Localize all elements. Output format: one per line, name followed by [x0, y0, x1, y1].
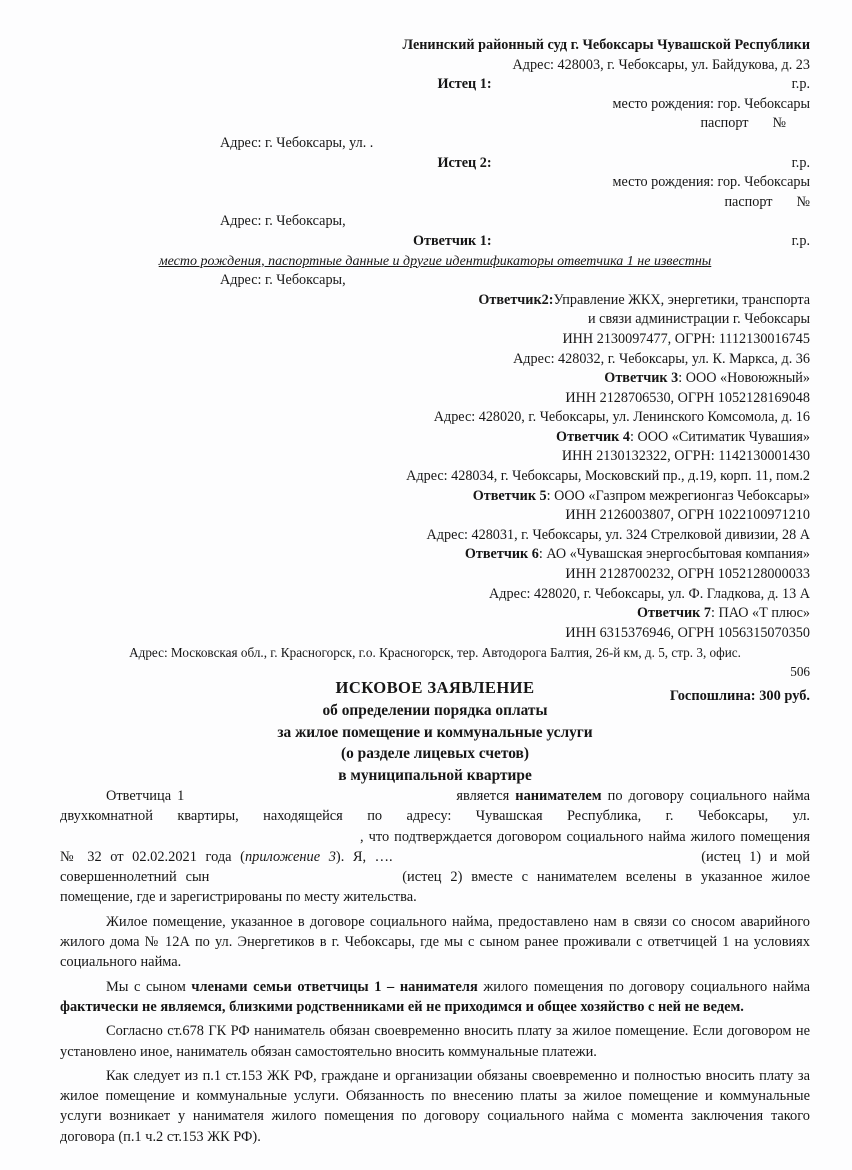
- respondent-2-address: Адрес: 428032, г. Чебоксары, ул. К. Маркса, д. 36: [513, 350, 810, 367]
- respondent-3-address: Адрес: 428020, г. Чебоксары, ул. Ленинского Комсомола, д. 16: [433, 409, 810, 426]
- respondent-4-line: [60, 428, 810, 448]
- plaintiff-1-birthplace: место рождения: гор. Чебоксары: [612, 95, 810, 112]
- paragraph-5: Как следует из п.1 ст.153 ЖК РФ, граждане и организации обязаны своевременно и полностью вносить плату за жилое помещение и коммунальные услуги. Обязанность по внесению платы за жилое помещение и коммунальные услуги возникает у нанимателя жилого помещения по договору социального найма с момента заключения такого договора (п.1 ч.2 ст.153 ЖК РФ).: [60, 1067, 810, 1145]
- plaintiff-1-passport-number-label: №: [772, 115, 786, 132]
- respondent-2-name-line1: Управление ЖКХ, энергетики, транспорта: [553, 291, 810, 308]
- plaintiff-1-passport-line: [60, 114, 810, 134]
- p1-seg-7: ). Я, ….: [335, 848, 393, 865]
- plaintiff-2-passport-number-label: №: [796, 193, 810, 210]
- court-name: Ленинский районный суд г. Чебоксары Чувашской Республики: [402, 37, 810, 53]
- claim-subtitle-1: об определении порядка оплаты: [322, 702, 548, 719]
- respondent-3-label: Ответчик 3: [604, 370, 679, 387]
- paragraph-4: Согласно ст.678 ГК РФ наниматель обязан своевременно вносить плату за жилое помещение. Если договором не установлено иное, наниматель обязан самостоятельно вносить коммунальные платежи.: [60, 1023, 810, 1060]
- plaintiff-2-passport-label: паспорт: [724, 193, 773, 210]
- respondent-7-ids: ИНН 6315376946, ОГРН 1056315070350: [565, 624, 810, 641]
- respondent-6-address: Адрес: 428020, г. Чебоксары, ул. Ф. Гладкова, д. 13 А: [489, 585, 810, 602]
- respondent-5-label: Ответчик 5: [472, 487, 547, 504]
- p3-bold-not-family: фактически не являемся, близкими родственниками ей не приходимся и общее хозяйство с ней не ведем.: [60, 998, 744, 1015]
- respondent-1-identifiers-note: место рождения, паспортные данные и другие идентификаторы ответчика 1 не известны: [158, 253, 712, 269]
- p3-seg-3: жилого помещения по договору социального найма: [477, 978, 810, 995]
- respondent-2-line: [60, 291, 810, 311]
- respondent-7-address-line2: 506: [790, 664, 810, 680]
- respondent-1-address: Адрес: г. Чебоксары,: [220, 272, 346, 289]
- respondent-3-ids: ИНН 2128706530, ОГРН 1052128169048: [565, 389, 810, 406]
- respondent-4-address: Адрес: 428034, г. Чебоксары, Московский пр., д.19, корп. 11, пом.2: [406, 468, 810, 485]
- respondent-3-name: : ООО «Новоюжный»: [678, 370, 810, 387]
- plaintiff-1-birth-suffix: г.р.: [791, 76, 810, 93]
- claim-title: ИСКОВОЕ ЗАЯВЛЕНИЕ: [335, 678, 535, 697]
- header-addressee-block: [60, 36, 810, 705]
- p1-bold-tenant: нанимателем: [515, 788, 602, 804]
- state-fee: Госпошлина: 300 руб.: [669, 688, 810, 705]
- claim-title-block: [60, 676, 810, 786]
- paragraph-3: [60, 977, 810, 1018]
- claim-subtitle-4: в муниципальной квартире: [338, 766, 532, 784]
- respondent-7-address-line1: Адрес: Московская обл., г. Красногорск, г.о. Красногорск, тер. Автодорога Балтия, 26-й км, д. 5, стр. 3, офис.: [129, 645, 741, 661]
- plaintiff-2-birth-suffix: г.р.: [791, 154, 810, 171]
- plaintiff-2-address: Адрес: г. Чебоксары,: [220, 213, 346, 230]
- respondent-2-label: Ответчик2:: [478, 291, 554, 308]
- p1-seg-2: является: [450, 788, 516, 804]
- respondent-6-label: Ответчик 6: [464, 546, 539, 563]
- respondent-7-name: : ПАО «Т плюс»: [710, 605, 810, 622]
- p3-bold-family-member: членами семьи ответчицы 1 – нанимателя: [191, 978, 478, 995]
- p1-attachment-ref: приложение 3: [244, 848, 336, 865]
- respondent-1-birth-suffix: г.р.: [791, 232, 810, 249]
- respondent-2-ids: ИНН 2130097477, ОГРН: 1112130016745: [562, 330, 810, 347]
- plaintiff-2-birthplace: место рождения: гор. Чебоксары: [612, 174, 810, 191]
- plaintiff-1-address: Адрес: г. Чебоксары, ул. .: [220, 134, 374, 151]
- respondent-5-line: [60, 487, 810, 507]
- p3-seg-1: Мы с сыном: [106, 978, 192, 995]
- respondent-3-line: [60, 369, 810, 389]
- respondent-4-ids: ИНН 2130132322, ОГРН: 1142130001430: [561, 448, 810, 465]
- respondent-7-label: Ответчик 7: [637, 605, 711, 622]
- respondent-4-label: Ответчик 4: [556, 428, 630, 445]
- plaintiff-1-label: Истец 1:: [437, 76, 492, 93]
- respondent-4-name: : ООО «Ситиматик Чувашия»: [629, 428, 810, 445]
- respondent-5-address: Адрес: 428031, г. Чебоксары, ул. 324 Стрелковой дивизии, 28 А: [426, 526, 810, 543]
- respondent-6-ids: ИНН 2128700232, ОГРН 1052128000033: [565, 566, 810, 583]
- p1-seg-9: (истец 2) вместе с нанимателем вселены в указанное жилое помещение, где и зарегистрированы по месту жительства.: [60, 869, 810, 906]
- respondent-7-line: [60, 604, 810, 624]
- paragraph-1: [60, 786, 810, 908]
- respondent-6-name: : АО «Чувашская энергосбытовая компания»: [538, 546, 810, 563]
- claim-subtitle-2: за жилое помещение и коммунальные услуги: [277, 723, 593, 741]
- claim-subtitle-3: (о разделе лицевых счетов): [341, 745, 529, 762]
- plaintiff-2-passport-line: [60, 193, 810, 213]
- respondent-6-line: [60, 545, 810, 565]
- court-address: Адрес: 428003, г. Чебоксары, ул. Байдукова, д. 23: [512, 56, 810, 73]
- respondent-5-name: : ООО «Газпром межрегионгаз Чебоксары»: [546, 487, 810, 504]
- plaintiff-2-label: Истец 2:: [437, 154, 492, 171]
- respondent-1-line: [60, 232, 810, 252]
- p1-seg-4: по договору социального найма двухкомнатной квартиры, находящейся по адресу: Чувашская Республика, г. Чебоксары, ул.: [60, 788, 811, 825]
- plaintiff-2-line: [60, 154, 810, 174]
- respondent-1-label: Ответчик 1:: [412, 232, 492, 249]
- p1-seg-5: , что подтверждается договором социального найма жилого помещения № 32 от 02.02.2021 года (: [60, 828, 810, 865]
- plaintiff-1-passport-label: паспорт: [700, 115, 749, 132]
- p1-seg-8: (истец 1) и мой совершеннолетний сын: [60, 848, 810, 886]
- respondent-5-ids: ИНН 2126003807, ОГРН 1022100971210: [565, 507, 810, 524]
- p1-seg-1: Ответчица 1: [106, 788, 191, 804]
- claim-body: [60, 786, 810, 1147]
- plaintiff-1-line: [60, 75, 810, 95]
- paragraph-2: Жилое помещение, указанное в договоре социального найма, предоставлено нам в связи со сносом аварийного жилого дома № 12А по ул. Энергетиков в г. Чебоксары, где мы с сыном ранее проживали с ответчицей 1 на условиях социального найма.: [60, 913, 810, 971]
- respondent-2-name-line2: и связи администрации г. Чебоксары: [588, 311, 810, 328]
